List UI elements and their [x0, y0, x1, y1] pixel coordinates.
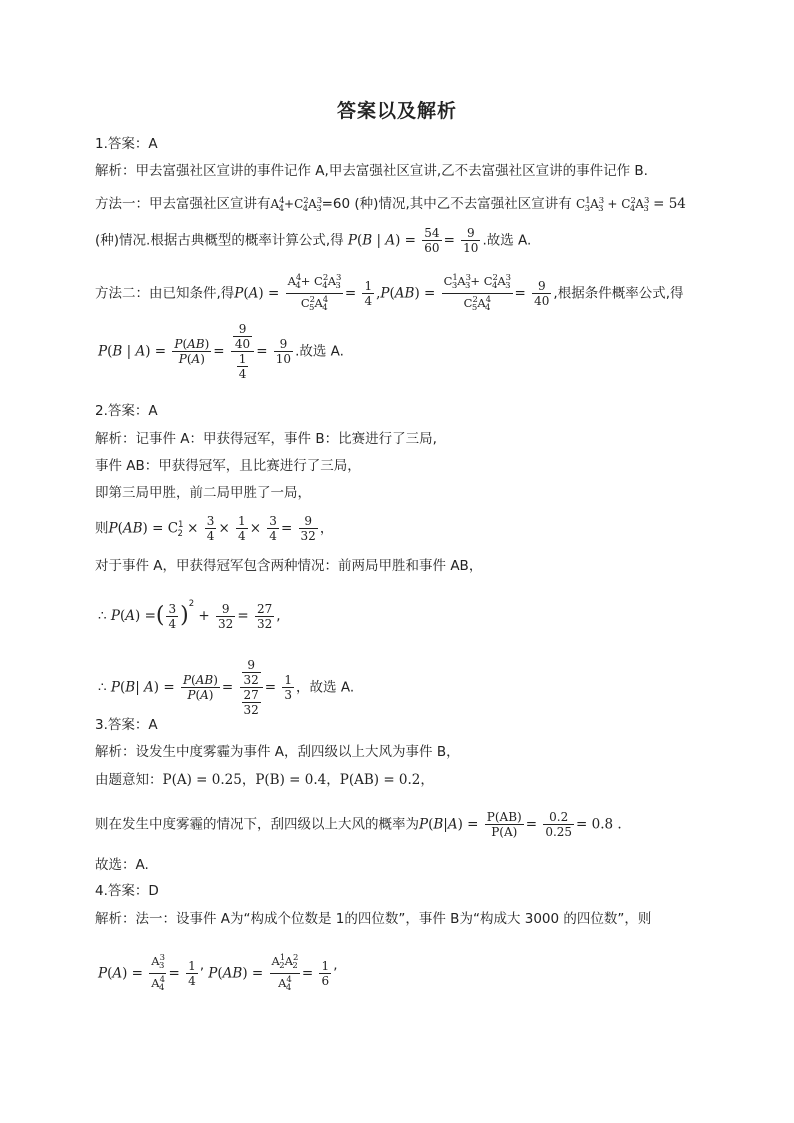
q1-frac-pa: $\frac{A^4_4+ C^2_4A^3_3}{C^2_5A^4_4}$ [287, 273, 342, 314]
q1-method1-result: = 54 [653, 196, 686, 212]
q2-pab: 则$P(AB) = C^1_2$ × $\frac{3}{4}$ × $\frac{1}{4}$ × $\frac{3}{4}$ = $\frac{9}{32}$ ， [95, 514, 334, 543]
q2-frac-3-4: $\frac{3}{4}$ [206, 514, 215, 543]
q3-result-text: 则在发生中度雾霾的情况下，刮四级以上大风的概率为 [95, 816, 419, 833]
page-title: 答案以及解析 [336, 100, 457, 122]
q2-detail: 即第三局甲胜，前二局甲胜了一局， [95, 485, 311, 501]
q1-method1-cont-text: (种)情况.根据古典概型的概率计算公式,得 [95, 232, 344, 249]
q2-complex-frac: $\frac{\frac{9}{32}}{\frac{27}{32}}$ [240, 658, 263, 717]
q1-method2-intro: 方法二：由已知条件,得 [95, 285, 235, 302]
q1-answer: 1.答案：A [95, 136, 158, 152]
q2-then: 则 [95, 520, 109, 537]
q3-pb: P(B) = 0.4 [255, 772, 327, 788]
q2-event-a: 对于事件 A，甲获得冠军包含两种情况：前两局甲胜和事件 AB， [95, 558, 483, 574]
q3-analysis: 解析：设发生中度雾霾为事件 A，刮四级以上大风为事件 B， [95, 744, 460, 760]
q1-frac-9-10: $\frac{9}{10}$ [463, 226, 479, 255]
q2-frac-pab-pa: $\frac{P(AB)}{P(A)}$ [182, 673, 218, 702]
q3-result-value: = 0.8 . [576, 816, 622, 833]
q1-frac-1-4: $\frac{1}{4}$ [364, 279, 373, 309]
q2-frac-9-32: $\frac{9}{32}$ [300, 514, 316, 543]
q1-method1: 方法一：甲去富强社区宣讲有$A^4_4+C^2_4A^3_3=60$ (种)情况,其中乙不去富强社区宣讲有 $C^1_3A^3_3 + C^2_4A^3_3 = 54$ [95, 196, 686, 215]
q1-frac-pab: $\frac{C^1_3A^3_3+ C^2_4A^3_3}{C^2_5A^4_4}$ [443, 273, 512, 314]
q4-probs: P(A) = $\frac{A^3_3}{A^4_4}$ = $\frac{1}{4}$ ’ P(AB) = $\frac{A^1_2A^2_2}{A^4_4}$ = $\frac{1}{6}$ ’ [98, 953, 338, 994]
q1-method1-intro: 方法一：甲去富强社区宣讲有 [95, 196, 271, 212]
q2-frac-27-32: $\frac{27}{32}$ [256, 601, 273, 631]
q4-answer: 4.答案：D [95, 883, 159, 899]
q3-choose: 故选：A. [95, 857, 149, 873]
q2-frac-3-4-b: $\frac{3}{4}$ [269, 514, 277, 543]
q1-method1-mid: =60 (种)情况,其中乙不去富强社区宣讲有 [321, 196, 572, 212]
q1-choose: .故选 A. [482, 232, 532, 249]
q2-analysis: 解析：记事件 A：甲获得冠军，事件 B：比赛进行了三局, [95, 431, 437, 447]
q2-choose: ，故选 A. [296, 679, 355, 696]
q3-given: 由题意知：P(A) = 0.25，P(B) = 0.4，P(AB) = 0.2， [95, 772, 434, 788]
q2-answer: 2.答案：A [95, 403, 158, 419]
q4-frac-pab: $\frac{A^1_2A^2_2}{A^4_4}$ [271, 953, 299, 994]
q3-answer: 3.答案：A [95, 717, 158, 733]
q2-frac-9-32-b: $\frac{9}{32}$ [218, 601, 234, 631]
q1-frac-54-60: $\frac{54}{60}$ [424, 226, 440, 255]
q1-frac-9-10-b: $\frac{9}{10}$ [275, 337, 292, 366]
q3-pa: P(A) = 0.25 [162, 772, 242, 788]
q3-frac-pab-pa: $\frac{P(AB)}{P(A)}$ [486, 810, 522, 839]
q3-result: 则在发生中度雾霾的情况下，刮四级以上大风的概率为P(B|A) = $\frac{P(AB)}{P(A)}$ = $\frac{0.2}{0.25}$ = 0.8 . [95, 810, 622, 839]
q4-frac-1-6: $\frac{1}{6}$ [321, 959, 330, 989]
q2-pa: ∴ P(A) =( $\frac{3}{4}$ )$^2$ + $\frac{9}{32}$ = $\frac{27}{32}$ , [98, 599, 281, 631]
q4-frac-pa: $\frac{A^3_3}{A^4_4}$ [151, 953, 166, 994]
q1-method2: 方法二：由已知条件,得P(A) = $\frac{A^4_4+ C^2_4A^3_3}{C^2_5A^4_4}$ = $\frac{1}{4}$ ,P(AB) = $\frac{C^1_3A^3_3+ C^2_4A^3_3}{C^2_5A^4_4}$ = $\frac{9}{40}$ ,根据条件概率公式,得 [95, 273, 684, 314]
q4-frac-1-4: $\frac{1}{4}$ [188, 959, 196, 989]
q3-frac-02-025: $\frac{0.2}{0.25}$ [545, 810, 573, 839]
q2-frac-1-3: $\frac{1}{3}$ [284, 673, 293, 702]
q1-conditional: P(B | A) = $\frac{P(AB)}{P(A)}$ = $\frac{\frac{9}{40}}{\frac{1}{4}}$ = $\frac{9}{10}$ .故选 A. [98, 322, 344, 381]
q2-conditional: ∴ P(B| A) = $\frac{P(AB)}{P(A)}$ = $\frac{\frac{9}{32}}{\frac{27}{32}}$ = $\frac{1}{3}$ ，故选 A. [98, 658, 355, 717]
q2-frac-3-4-sq: $\frac{3}{4}$ [168, 601, 177, 631]
q2-frac-1-4: $\frac{1}{4}$ [238, 514, 246, 543]
q1-frac-pab-pa: $\frac{P(AB)}{P(A)}$ [174, 337, 210, 366]
q3-given-intro: 由题意知： [95, 772, 163, 788]
q4-analysis: 解析：法一：设事件 A为“构成个位数是 1的四位数”，事件 B为“构成大 3000 的四位数”，则 [95, 911, 652, 927]
q3-pab: P(AB) = 0.2 [339, 772, 421, 788]
q1-method1-cont: (种)情况.根据古典概型的概率计算公式,得 P(B | A) = $\frac{54}{60}$ = $\frac{9}{10}$ .故选 A. [95, 226, 532, 255]
q1-method2-cont: ,根据条件概率公式,得 [553, 285, 684, 302]
q1-analysis: 解析：甲去富强社区宣讲的事件记作 A,甲去富强社区宣讲,乙不去富强社区宣讲的事件记作 B. [95, 163, 648, 179]
q1-frac-9-40: $\frac{9}{40}$ [534, 279, 550, 309]
q1-complex-frac: $\frac{\frac{9}{40}}{\frac{1}{4}}$ [231, 322, 254, 381]
q1-choose-b: .故选 A. [295, 343, 344, 360]
q2-event-ab: 事件 AB：甲获得冠军，且比赛进行了三局， [95, 458, 361, 474]
